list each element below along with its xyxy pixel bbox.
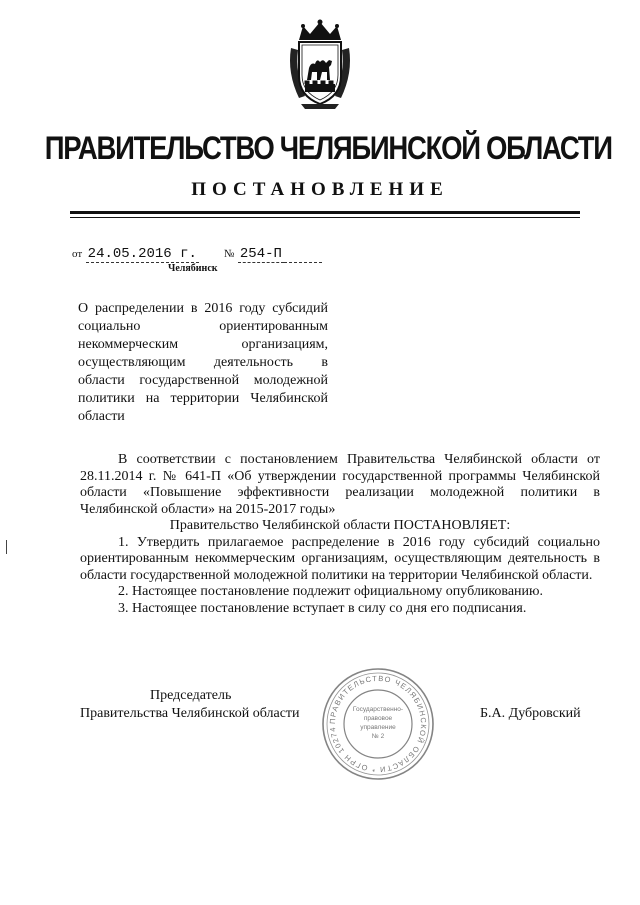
signatory-role-line2: Правительства Челябинской области [80, 706, 300, 721]
header-divider-thick [70, 211, 580, 214]
coat-of-arms-icon [285, 18, 355, 110]
stamp-inner-line: № 2 [371, 733, 385, 740]
document-date: 24.05.2016 г. [87, 246, 197, 262]
resolution-item: 2. Настоящее постановление подлежит официальному опубликованию. [118, 584, 543, 599]
margin-mark [6, 540, 7, 554]
stamp-inner-line: Государственно- [352, 706, 404, 713]
signatory-role-line1: Председатель [150, 688, 232, 703]
document-number: 254-П [239, 246, 282, 262]
document-type: ПОСТАНОВЛЕНИЕ [191, 179, 449, 200]
resolution-item: 1. Утвердить прилагаемое распределение в 2016 году субсидий социально ориентированным некоммерческим организациям, осуществляющим деятельность в области государственной молодежной политики на территории Челябинской области. [80, 534, 600, 583]
document-body [80, 452, 600, 617]
official-stamp [320, 666, 436, 782]
document-meta [72, 246, 322, 262]
header-divider-thin [70, 217, 580, 218]
number-prefix: № [223, 248, 235, 260]
resolution-item: 3. Настоящее постановление вступает в силу со дня его подписания. [118, 600, 527, 616]
svg-text:ПРАВИТЕЛЬСТВО ЧЕЛЯБИНСКОЙ ОБЛА: ПРАВИТЕЛЬСТВО ЧЕЛЯБИНСКОЙ ОБЛАСТИ * ОГРН 10274 [327, 673, 429, 775]
date-prefix: от [72, 248, 83, 260]
signatory-name: Б.А. Дубровский [480, 706, 581, 721]
city-label: Челябинск [168, 263, 218, 274]
government-title: ПРАВИТЕЛЬСТВО ЧЕЛЯБИНСКОЙ ОБЛАСТИ [44, 130, 612, 166]
resolves-line: Правительство Челябинской области ПОСТАНОВЛЯЕТ: [169, 518, 511, 533]
preamble-paragraph: В соответствии с постановлением Правительства Челябинской области от 28.11.2014 г. № 641-П «Об утверждении государственной программы Челябинской области «Повышение эффективности реализации молодежной политики в Челябинской области» на 2015-2017 годы» [80, 452, 600, 517]
stamp-inner-line: правовое [363, 715, 393, 722]
document-subject: О распределении в 2016 году субсидий социально ориентированным некоммерческим организациям, осуществляющим деятельность в области государственной молодежной политики на территории Челябинской области [78, 301, 328, 424]
stamp-inner-line: управление [360, 724, 396, 731]
